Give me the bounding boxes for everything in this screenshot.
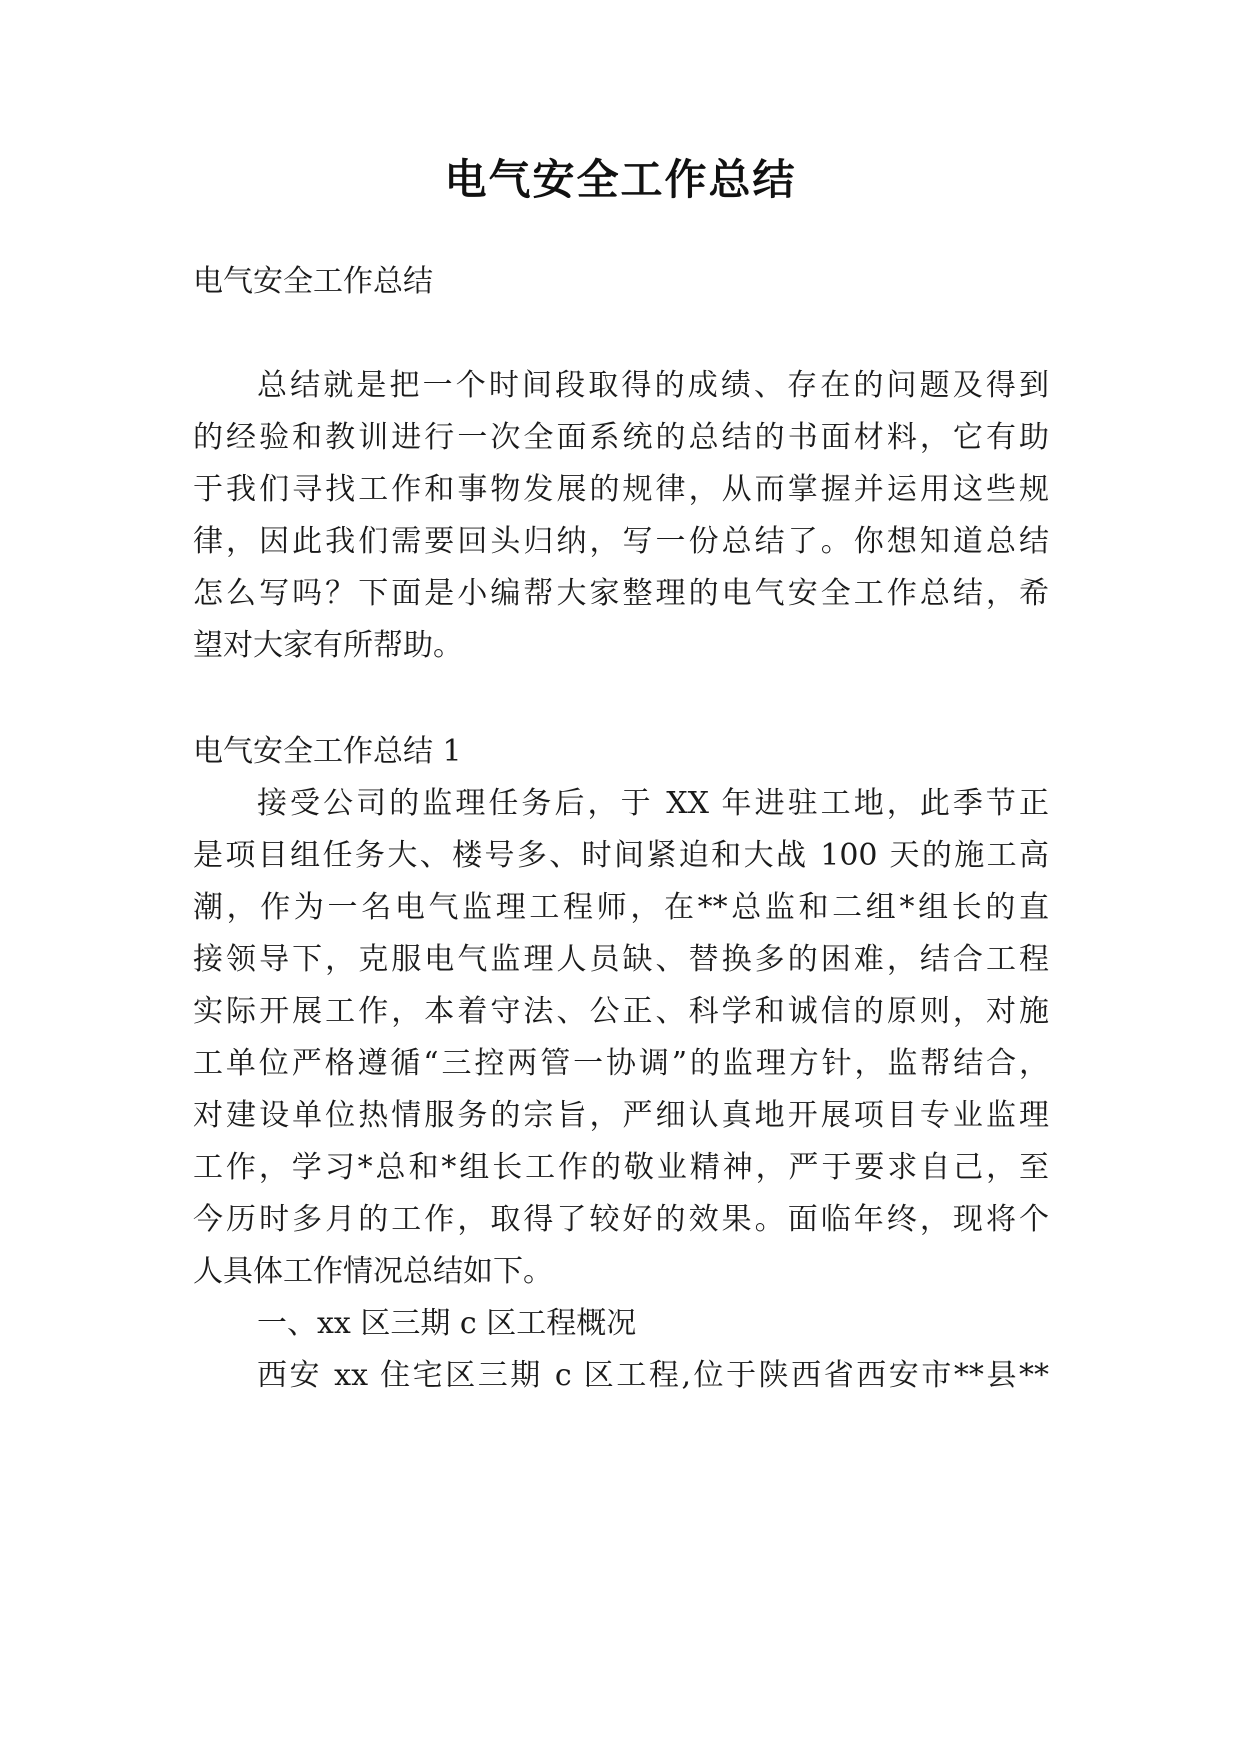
section-line: 工单位严格遵循“三控两管一协调”的监理方针，监帮结合，	[193, 1046, 1049, 1081]
section-line: 接受公司的监理任务后，于 XX 年进驻工地，此季节正	[257, 786, 1049, 821]
section-line: 工作，学习*总和*组长工作的敬业精神，严于要求自己，至	[193, 1150, 1049, 1185]
intro-line: 的经验和教训进行一次全面系统的总结的书面材料，它有助	[193, 420, 1049, 455]
section-line: 是项目组任务大、楼号多、时间紧迫和大战 100 天的施工高	[193, 838, 1049, 873]
subheading: 一、xx 区三期 c 区工程概况	[257, 1306, 637, 1341]
section-line: 对建设单位热情服务的宗旨，严细认真地开展项目专业监理	[193, 1098, 1049, 1133]
section-line: 实际开展工作，本着守法、公正、科学和诚信的原则，对施	[193, 994, 1049, 1029]
intro-line: 怎么写吗？下面是小编帮大家整理的电气安全工作总结，希	[193, 576, 1049, 611]
document-subtitle: 电气安全工作总结	[193, 264, 433, 299]
intro-line: 律，因此我们需要回头归纳，写一份总结了。你想知道总结	[193, 524, 1049, 559]
section-line: 今历时多月的工作，取得了较好的效果。面临年终，现将个	[193, 1202, 1049, 1237]
section-line: 潮，作为一名电气监理工程师，在**总监和二组*组长的直	[193, 890, 1049, 925]
section-line: 人具体工作情况总结如下。	[193, 1254, 553, 1289]
intro-line: 总结就是把一个时间段取得的成绩、存在的问题及得到	[257, 368, 1049, 403]
section-line: 接领导下，克服电气监理人员缺、替换多的困难，结合工程	[193, 942, 1049, 977]
intro-line: 望对大家有所帮助。	[193, 628, 463, 663]
intro-line: 于我们寻找工作和事物发展的规律，从而掌握并运用这些规	[193, 472, 1049, 507]
body-line: 西安 xx 住宅区三期 c 区工程,位于陕西省西安市**县**	[257, 1358, 1049, 1393]
document-title: 电气安全工作总结	[444, 155, 797, 204]
section-heading: 电气安全工作总结 1	[193, 734, 462, 769]
